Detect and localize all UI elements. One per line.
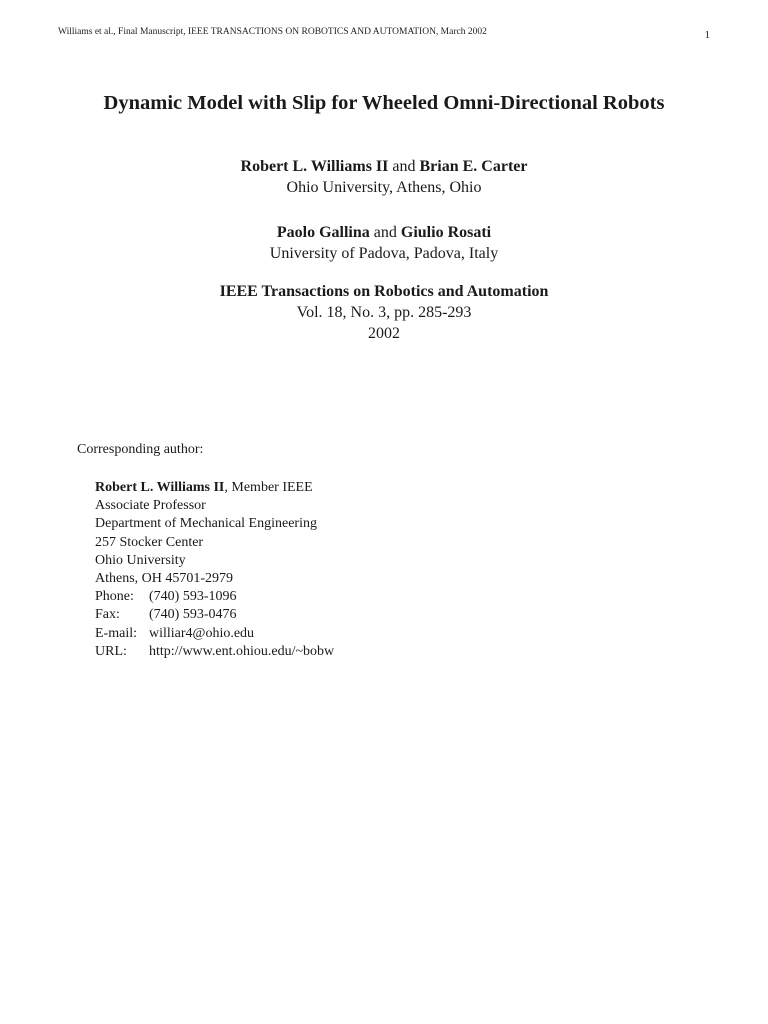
author-name: Giulio Rosati [400, 224, 492, 241]
contact-name-line [95, 479, 334, 497]
journal-name: IEEE Transactions on Robotics and Automation [219, 283, 549, 300]
author-conjunction: and [373, 224, 397, 241]
phone-value: (740) 593-1096 [149, 589, 237, 605]
author-name: Paolo Gallina [276, 224, 370, 241]
contact-university: Ohio University [95, 552, 186, 568]
contact-name: Robert L. Williams II [95, 480, 225, 495]
page-number: 1 [704, 29, 710, 41]
affiliation: University of Padova, Padova, Italy [269, 245, 499, 262]
journal-info [0, 281, 768, 344]
affiliation: Ohio University, Athens, Ohio [286, 179, 482, 196]
email-label: E-mail: [95, 625, 137, 641]
journal-year: 2002 [368, 325, 400, 342]
email-value: williar4@ohio.edu [149, 625, 255, 641]
contact-url-row [95, 643, 334, 661]
author-line [0, 222, 768, 243]
author-line [0, 156, 768, 177]
fax-label: Fax: [95, 607, 120, 623]
contact-block [95, 479, 334, 661]
paper-title: Dynamic Model with Slip for Wheeled Omni-Directional Robots [103, 92, 665, 114]
url-label: URL: [95, 643, 127, 659]
author-name: Robert L. Williams II [240, 158, 389, 175]
contact-department: Department of Mechanical Engineering [95, 516, 317, 532]
journal-volume: Vol. 18, No. 3, pp. 285-293 [296, 304, 472, 321]
running-header: Williams et al., Final Manuscript, IEEE TRANSACTIONS ON ROBOTICS AND AUTOMATION, March 2002 [58, 27, 487, 37]
contact-position: Associate Professor [95, 498, 206, 514]
contact-email-row [95, 625, 334, 643]
author-group-1 [0, 156, 768, 198]
corresponding-author-label: Corresponding author: [77, 442, 204, 457]
contact-membership: , Member IEEE [224, 480, 313, 495]
contact-phone-row [95, 588, 334, 606]
author-group-2 [0, 222, 768, 264]
url-value: http://www.ent.ohiou.edu/~bobw [149, 643, 335, 659]
contact-city: Athens, OH 45701-2979 [95, 571, 234, 587]
contact-office: 257 Stocker Center [95, 534, 204, 550]
phone-label: Phone: [95, 589, 134, 605]
author-conjunction: and [392, 158, 416, 175]
fax-value: (740) 593-0476 [149, 607, 237, 623]
author-name: Brian E. Carter [419, 158, 528, 175]
contact-fax-row [95, 606, 334, 624]
